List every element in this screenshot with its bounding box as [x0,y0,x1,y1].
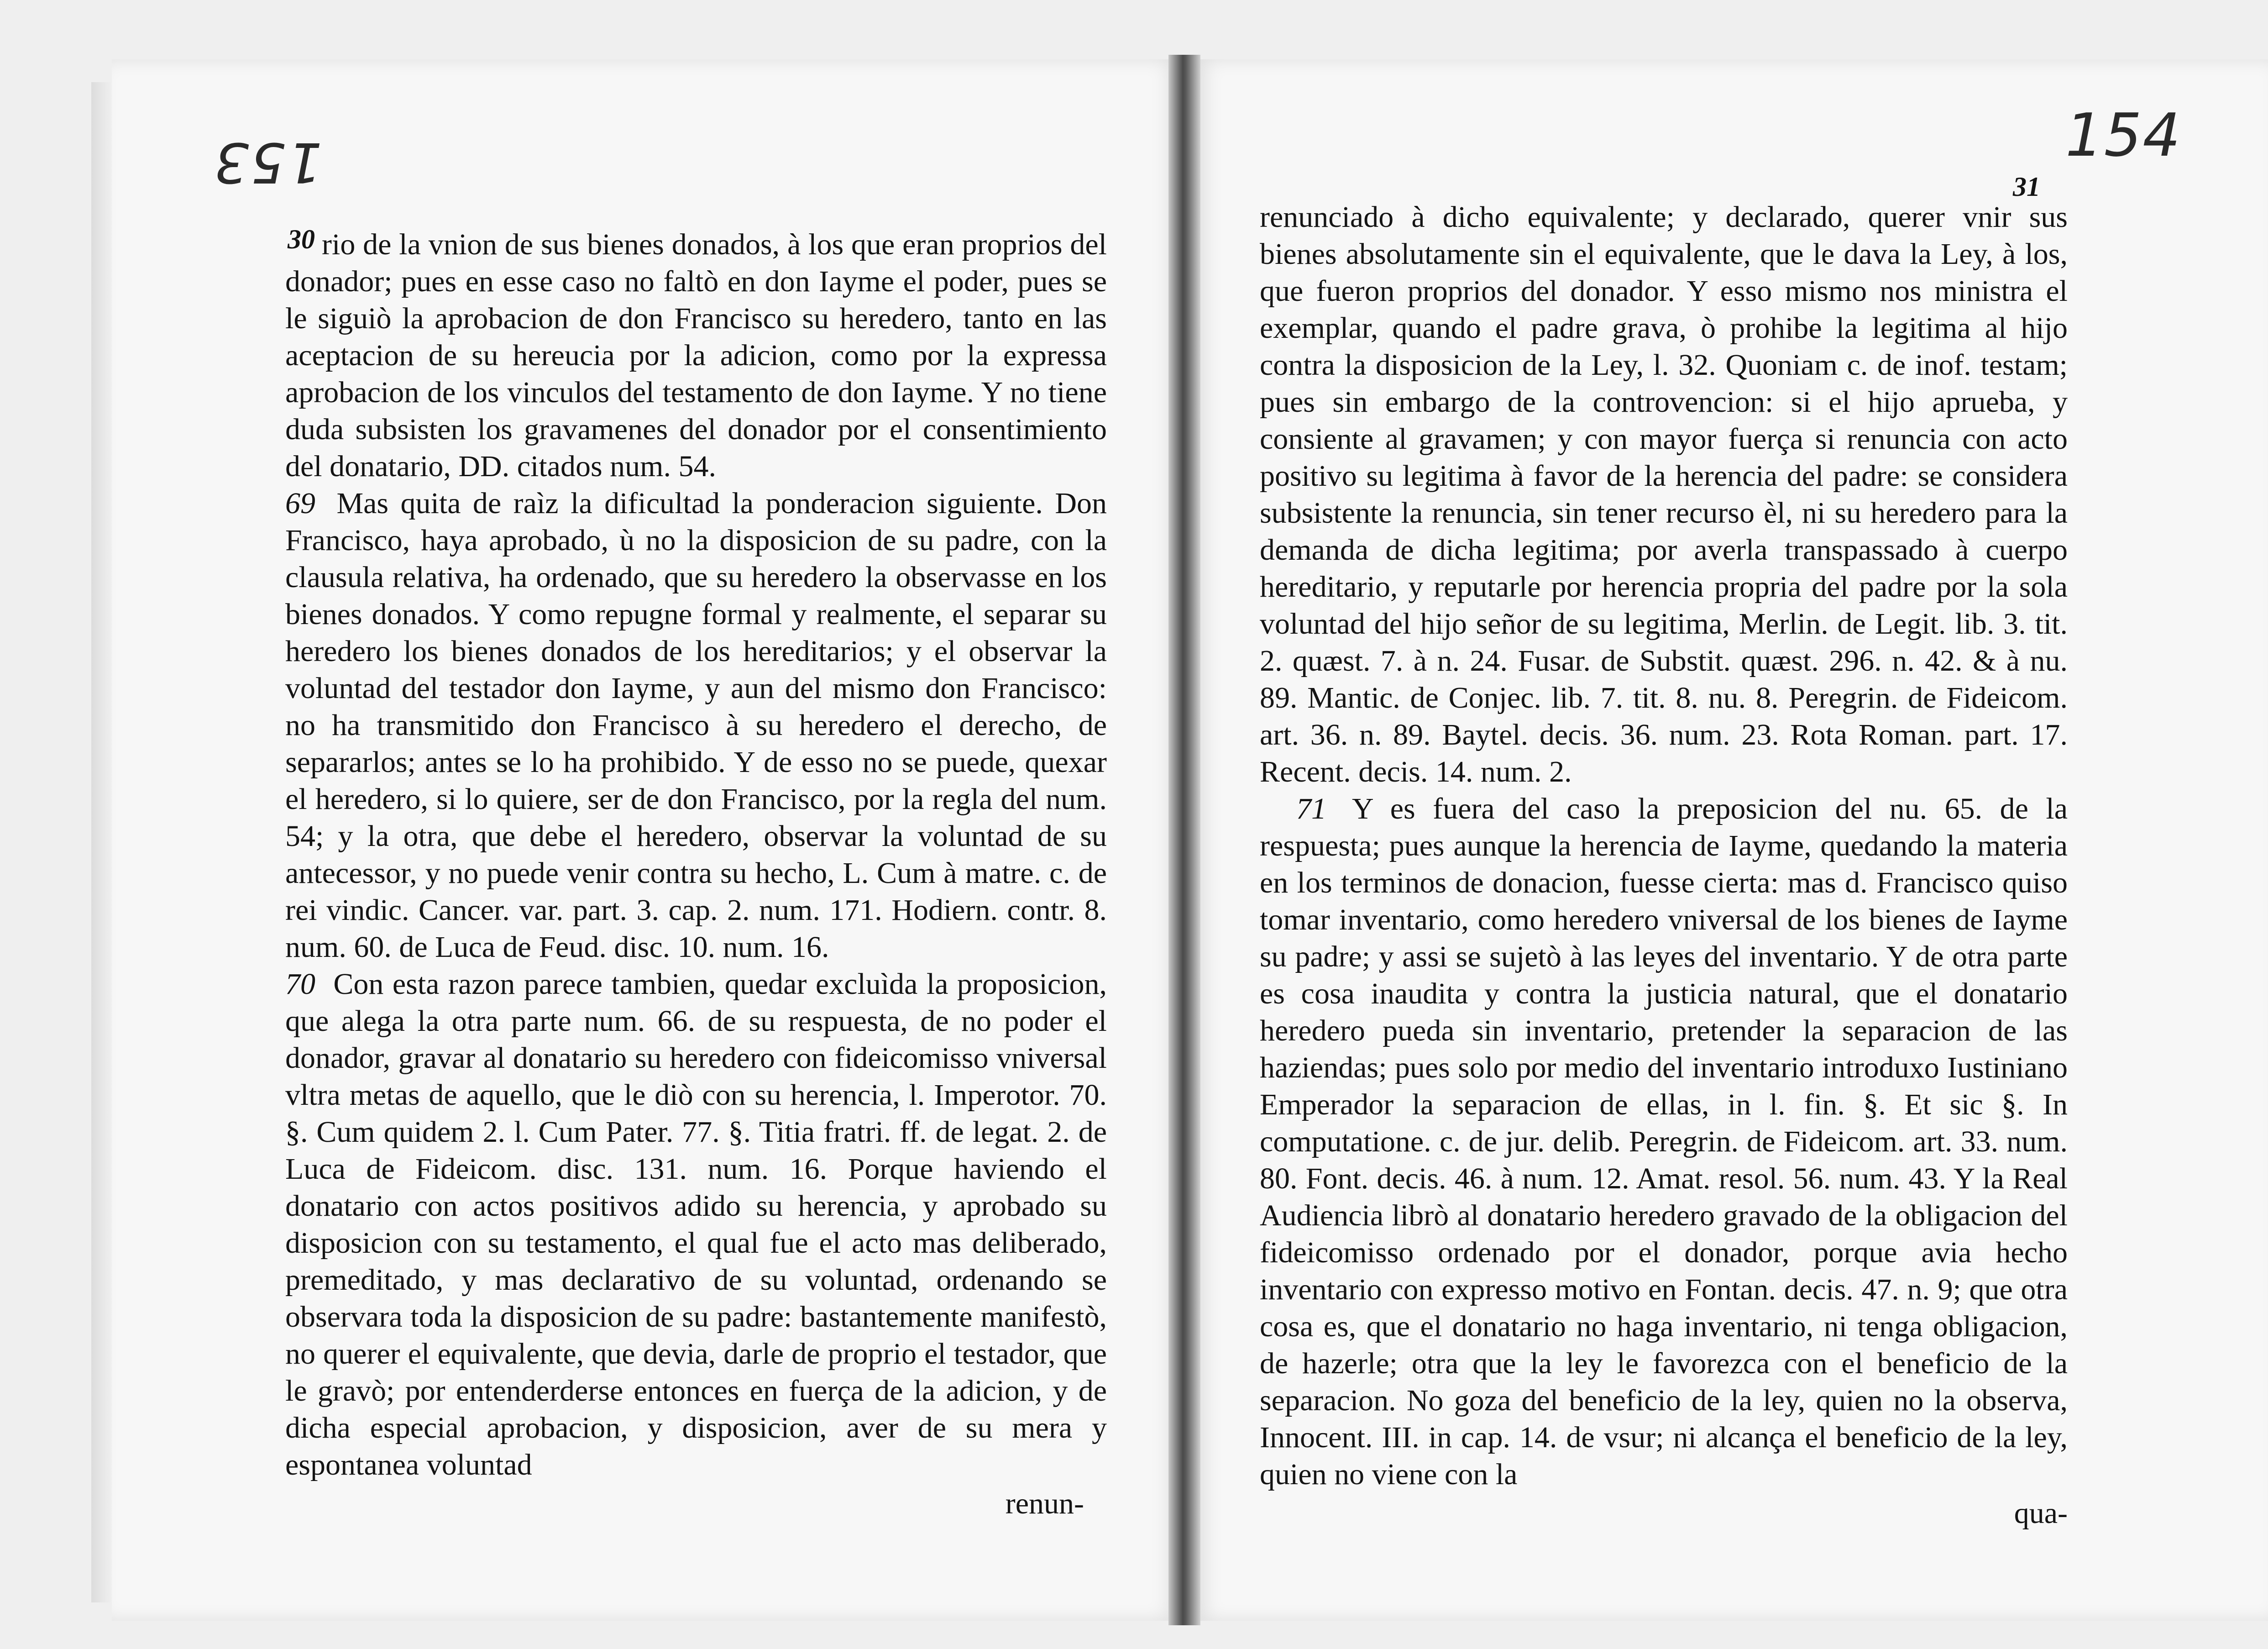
paragraph-69 [285,485,1107,966]
left-opening-paragraph: rio de la vnion de sus bienes donados, à los que eran proprios del donador; pues en esse caso no faltò en don Iayme el poder, pues se le siguiò la aprobacion de don Francisco su heredero, tanto en las aceptacion de su hereucia por la adicion, como por la expressa aprobacion de los vinculos del testamento de don Iayme. Y no tiene duda subsisten los gravamenes del donador por el consentimiento del donatario, DD. citados num. 54. [285,228,1107,483]
paragraph-text: Y es fuera del caso la preposicion del nu. 65. de la respuesta; pues aunque la herencia de Iayme, quedando la materia en los terminos de donacion, fuesse cierta: mas d. Francisco quiso tomar inventario, como heredero vniversal de los bienes de Iayme su padre; y assi se sujetò à las leyes del inventario. Y de otra parte es cosa inaudita y contra la justicia natural, que el donatario heredero pueda sin inventario, pretender la separacion de las haziendas; pues solo por medio del inventario introduxo Iustiniano Emperador la separacion de ellas, in l. fin. §. Et sic §. In computatione. c. de jur. delib. Peregrin. de Fideicom. art. 33. num. 80. Font. decis. 46. à num. 12. Amat. resol. 56. num. 43. Y la Real Audiencia librò al donatario heredero gravado de la obligacion del fideicomisso ordenado por el donador, porque avia hecho inventario con expresso motivo en Fontan. decis. 47. n. 9; que otra cosa es, que el donatario no haga inventario, ni tenga obligacion, de hazerle; otra que la ley le favorezca con el beneficio de la separacion. No goza del beneficio de la ley, quien no la observa, Innocent. III. in cap. 14. de vsur; ni alcança el beneficio de la ley, quien no viene con la [1260,792,2068,1491]
paragraph-text: Mas quita de raìz la dificultad la ponderacion siguiente. Don Francisco, haya aprobado, ù no la disposicion de su padre, con la clausula relativa, ha ordenado, que su heredero la observasse en los bienes donados. Y como repugne formal y realmente, el separar su heredero los bienes donados de los hereditarios; y el observar la voluntad del testador don Iayme, y aun del mismo don Francisco: no ha transmitido don Francisco à su heredero el derecho, de separarlos; antes se lo ha prohibido. Y de esso no se puede, quexar el heredero, si lo quiere, ser de don Francisco, por la regla del num. 54; y la otra, que debe el heredero, observar la voluntad de su antecessor, y no puede venir contra su hecho, L. Cum à matre. c. de rei vindic. Cancer. var. part. 3. cap. 2. num. 171. Hodiern. contr. 8. num. 60. de Luca de Feud. disc. 10. num. 16. [285,487,1107,964]
paragraph-number: 70 [285,967,315,1001]
left-page-text [285,226,1107,1522]
page-number-left: 30 [288,224,315,254]
paragraph-70 [285,966,1107,1483]
catchword-left: renun- [1005,1487,1084,1520]
manuscript-folio-note-left: 153 [212,130,323,194]
right-page-text [1260,199,2068,1532]
paragraph-number: 71 [1296,792,1326,825]
manuscript-folio-note-right: 154 [2065,100,2182,170]
catchword-right: qua- [2014,1497,2068,1530]
page-number-right: 31 [2013,172,2040,202]
book-gutter [1168,55,1200,1625]
paragraph-number: 69 [285,487,315,520]
right-opening-paragraph: renunciado à dicho equivalente; y declarado, querer vnir sus bienes absolutamente sin el equivalente, que le dava la Ley, à los, que fueron proprios del donador. Y esso mismo nos ministra el exemplar, quando el padre grava, ò prohibe la legitima al hijo contra la disposicion de la Ley, l. 32. Quoniam c. de inof. testam; pues sin embargo de la controvencion: si el hijo aprueba, y consiente al gravamen; y con mayor fuerça si renuncia con acto positivo su legitima à favor de la herencia del padre: se considera subsistente la renuncia, sin tener recurso èl, ni su heredero para la demanda de dicha legitima; por averla transpassado à cuerpo hereditario, y reputarle por herencia propria del padre por la sola voluntad del hijo señor de su legitima, Merlin. de Legit. lib. 3. tit. 2. quæst. 7. à n. 24. Fusar. de Substit. quæst. 296. n. 42. & à nu. 89. Mantic. de Conjec. lib. 7. tit. 8. nu. 8. Peregrin. de Fideicom. art. 36. n. 89. Baytel. decis. 36. num. 23. Rota Roman. part. 17. Recent. decis. 14. num. 2. [1260,200,2068,788]
paragraph-text: Con esta razon parece tambien, quedar excluìda la proposicion, que alega la otra parte num. 66. de su respuesta, de no poder el donador, gravar al donatario su heredero con fideicomisso vniversal vltra metas de aquello, que le diò con su herencia, l. Imperotor. 70. §. Cum quidem 2. l. Cum Pater. 77. §. Titia fratri. ff. de legat. 2. de Luca de Fideicom. disc. 131. num. 16. Porque haviendo el donatario con actos positivos adido su herencia, y aprobado su disposicion con su testamento, el qual fue el acto mas deliberado, premeditado, y mas declarativo de su voluntad, ordenando se observara toda la disposicion de su padre: bastantemente manifestò, no querer el equivalente, que devia, darle de proprio el testador, que le gravò; por entenderderse entonces en fuerça de la adicion, y de dicha especial aprobacion, y disposicion, aver de su mera y espontanea voluntad [285,967,1107,1481]
paragraph-71 [1260,790,2068,1493]
